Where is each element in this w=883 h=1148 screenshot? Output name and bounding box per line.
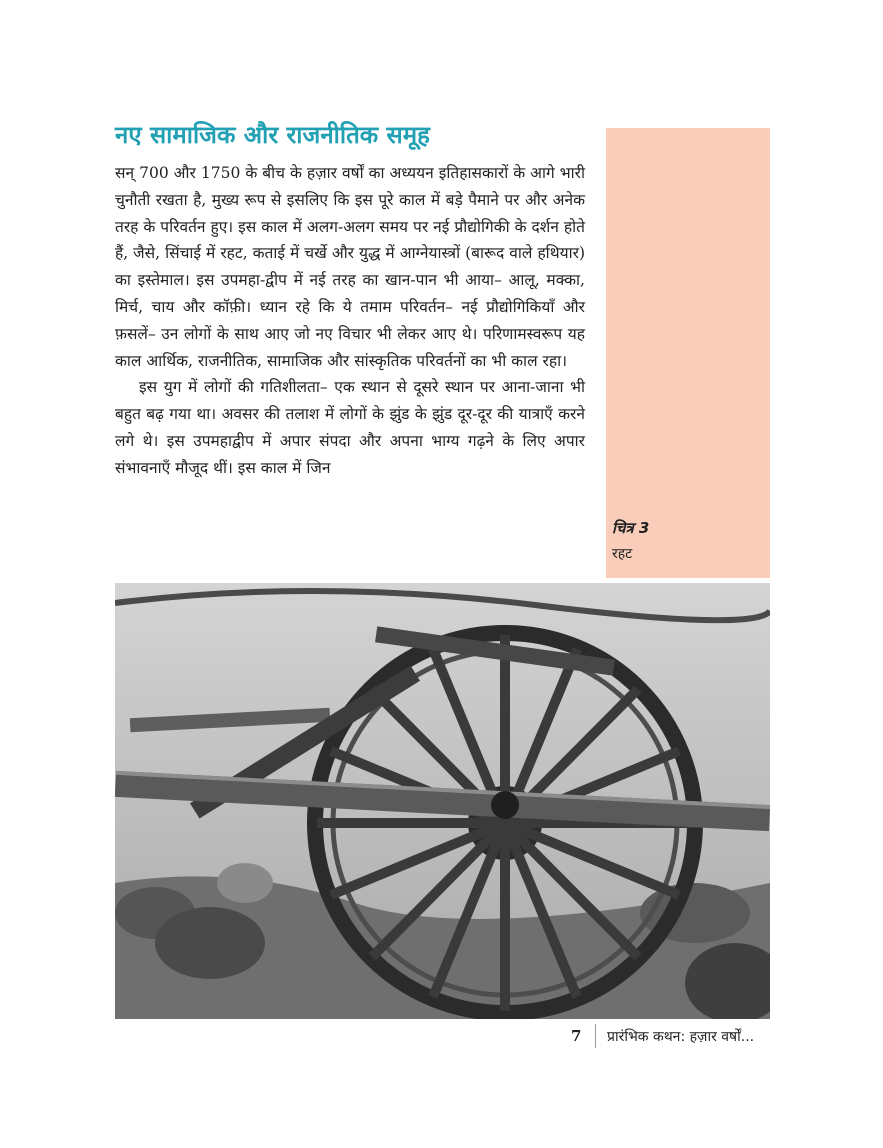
paragraph: सन् 700 और 1750 के बीच के हज़ार वर्षों का अध्ययन इतिहासकारों के आगे भारी चुनौती रखता है, मुख्य रूप से इसलिए कि इस पूरे काल में बड़े पैमाने पर और अनेक तरह के परिवर्तन हुए। इस काल में अलग-अलग समय पर नई प्रौद्योगिकी के दर्शन होते हैं, जैसे, सिंचाई में रहट, कताई में चर्खे और युद्ध में आग्नेयास्त्रों (बारूद वाले हथियार) का इस्तेमाल। इस उपमहा-द्वीप में नई तरह का खान-पान भी आया– आलू, मक्का, मिर्च, चाय और कॉफ़ी। ध्यान रहे कि ये तमाम परिवर्तन– नई प्रौद्योगिकियाँ और फ़सलें– उन लोगों के साथ आए जो नए विचार भी लेकर आए थे। परिणामस्वरूप यह काल आर्थिक, राजनीतिक, सामाजिक और सांस्कृतिक परिवर्तनों का भी काल रहा। [115, 164, 585, 370]
running-title: प्रारंभिक कथन: हज़ार वर्षों... [607, 1029, 755, 1045]
figure-caption: रहट [612, 546, 633, 562]
waterwheel-illustration [115, 583, 770, 1019]
rahat-photograph [115, 583, 770, 1019]
body-text [115, 160, 585, 482]
figure-caption-panel [606, 128, 770, 578]
section-heading: नए सामाजिक और राजनीतिक समूह [115, 121, 430, 149]
footer-divider [595, 1024, 596, 1048]
paragraph: इस युग में लोगों की गतिशीलता– एक स्थान से दूसरे स्थान पर आना-जाना भी बहुत बढ़ गया था। अवसर की तलाश में लोगों के झुंड के झुंड दूर-दूर की यात्राएँ करने लगे थे। इस उपमहाद्वीप में अपार संपदा और अपना भाग्य गढ़ने के लिए अपार संभावनाएँ मौजूद थीं। इस काल में जिन [115, 378, 585, 477]
figure-label: चित्र 3 [612, 519, 650, 537]
page-number: 7 [571, 1027, 582, 1045]
